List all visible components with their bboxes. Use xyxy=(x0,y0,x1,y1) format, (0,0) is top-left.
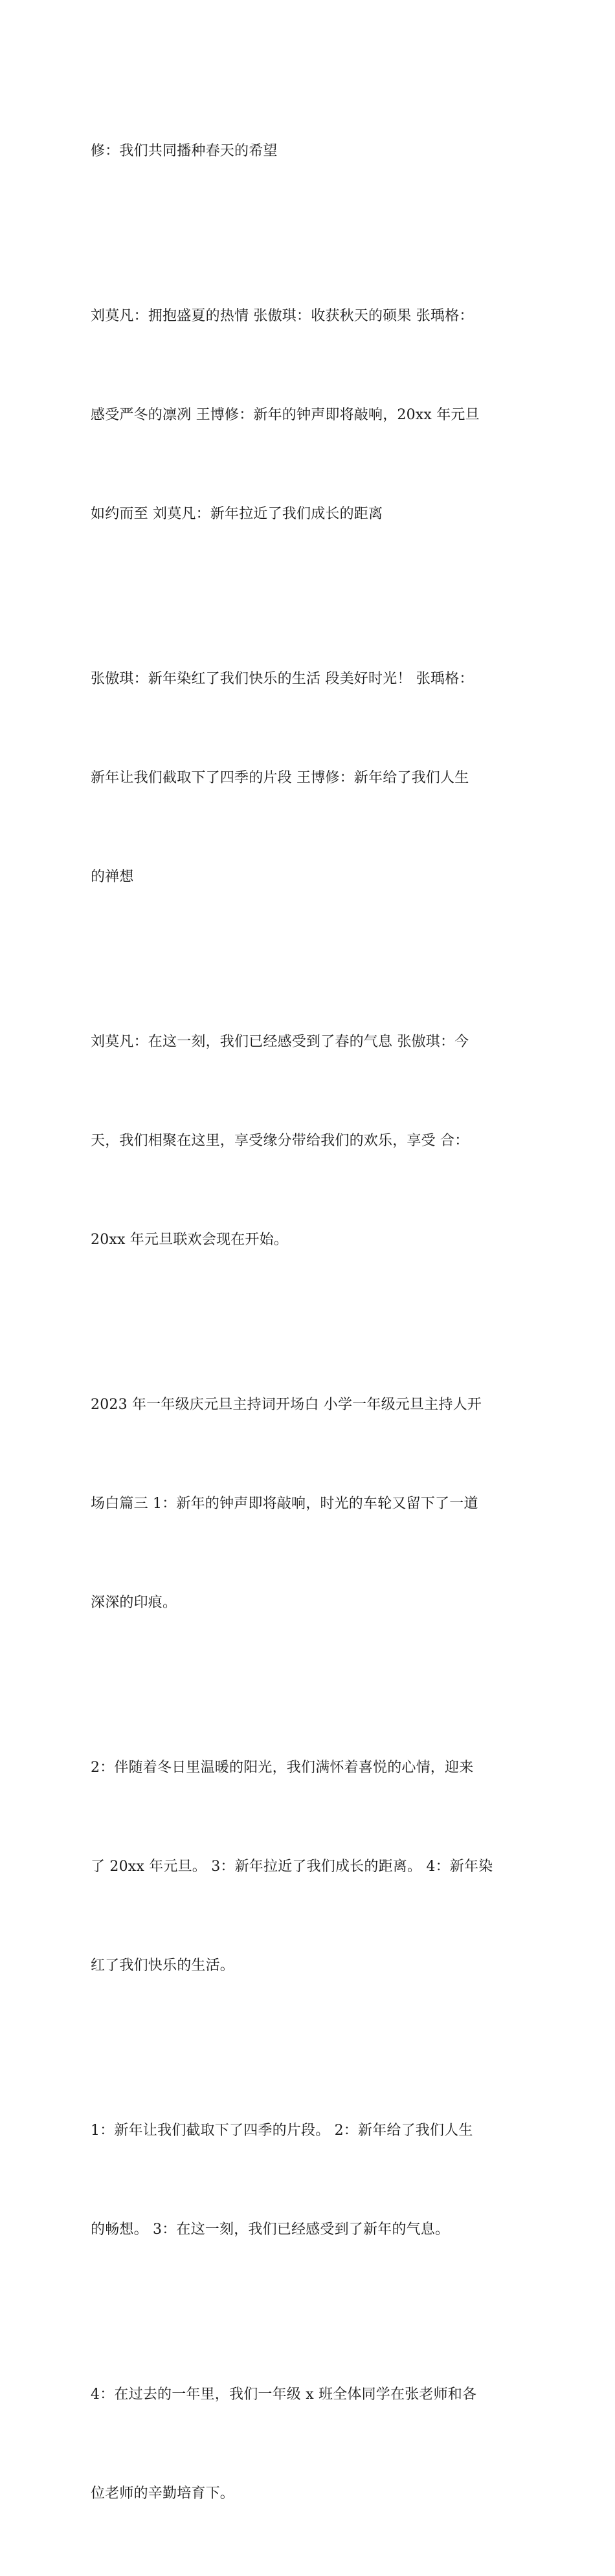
text-line: 的禅想 xyxy=(91,869,134,885)
text-line: 刘莫凡：拥抱盛夏的热情 张傲琪：收获秋天的硕果 张瑀格： xyxy=(91,308,474,324)
text-line: 红了我们快乐的生活。 xyxy=(91,1958,235,1974)
text-line: 20xx 年元旦联欢会现在开始。 xyxy=(91,1232,289,1248)
text-line: 深深的印痕。 xyxy=(91,1595,177,1611)
paragraph-2 xyxy=(91,234,531,596)
text-line: 4：在过去的一年里，我们一年级 x 班全体同学在张老师和各 xyxy=(91,2386,477,2403)
text-line: 新年让我们截取下了四季的片段 王博修：新年给了我们人生 xyxy=(91,770,469,786)
text-line: 位老师的辛勤培育下。 xyxy=(91,2485,235,2502)
text-line: 如约而至 刘莫凡：新年拉近了我们成长的距离 xyxy=(91,506,383,522)
paragraph-8 xyxy=(91,2312,531,2576)
paragraph-3 xyxy=(91,596,531,959)
text-line: 天，我们相聚在这里，享受缘分带给我们的欢乐，享受 合： xyxy=(91,1133,469,1149)
text-line: 2：伴随着冬日里温暖的阳光，我们满怀着喜悦的心情，迎来 xyxy=(91,1760,474,1776)
paragraph-1 xyxy=(91,69,531,234)
paragraph-6 xyxy=(91,1685,531,2048)
text-line: 感受严冬的凛冽 王博修：新年的钟声即将敲响，20xx 年元旦 xyxy=(91,407,480,423)
text-line: 的畅想。 3：在这一刻，我们已经感受到了新年的气息。 xyxy=(91,2221,450,2238)
text-line: 场白篇三 1：新年的钟声即将敲响，时光的车轮又留下了一道 xyxy=(91,1496,478,1512)
paragraph-5 xyxy=(91,1322,531,1685)
text-line: 修：我们共同播种春天的希望 xyxy=(91,143,278,159)
paragraph-4 xyxy=(91,959,531,1322)
paragraph-7 xyxy=(91,2048,531,2312)
text-line: 了 20xx 年元旦。 3：新年拉近了我们成长的距离。 4：新年染 xyxy=(91,1859,493,1875)
text-line: 刘莫凡：在这一刻，我们已经感受到了春的气息 张傲琪：今 xyxy=(91,1034,469,1050)
text-line: 张傲琪：新年染红了我们快乐的生活 段美好时光！ 张瑀格： xyxy=(91,671,474,687)
text-line: 1：新年让我们截取下了四季的片段。 2：新年给了我们人生 xyxy=(91,2123,473,2139)
document-body xyxy=(91,69,531,2576)
text-line: 2023 年一年级庆元旦主持词开场白 小学一年级元旦主持人开 xyxy=(91,1397,482,1413)
